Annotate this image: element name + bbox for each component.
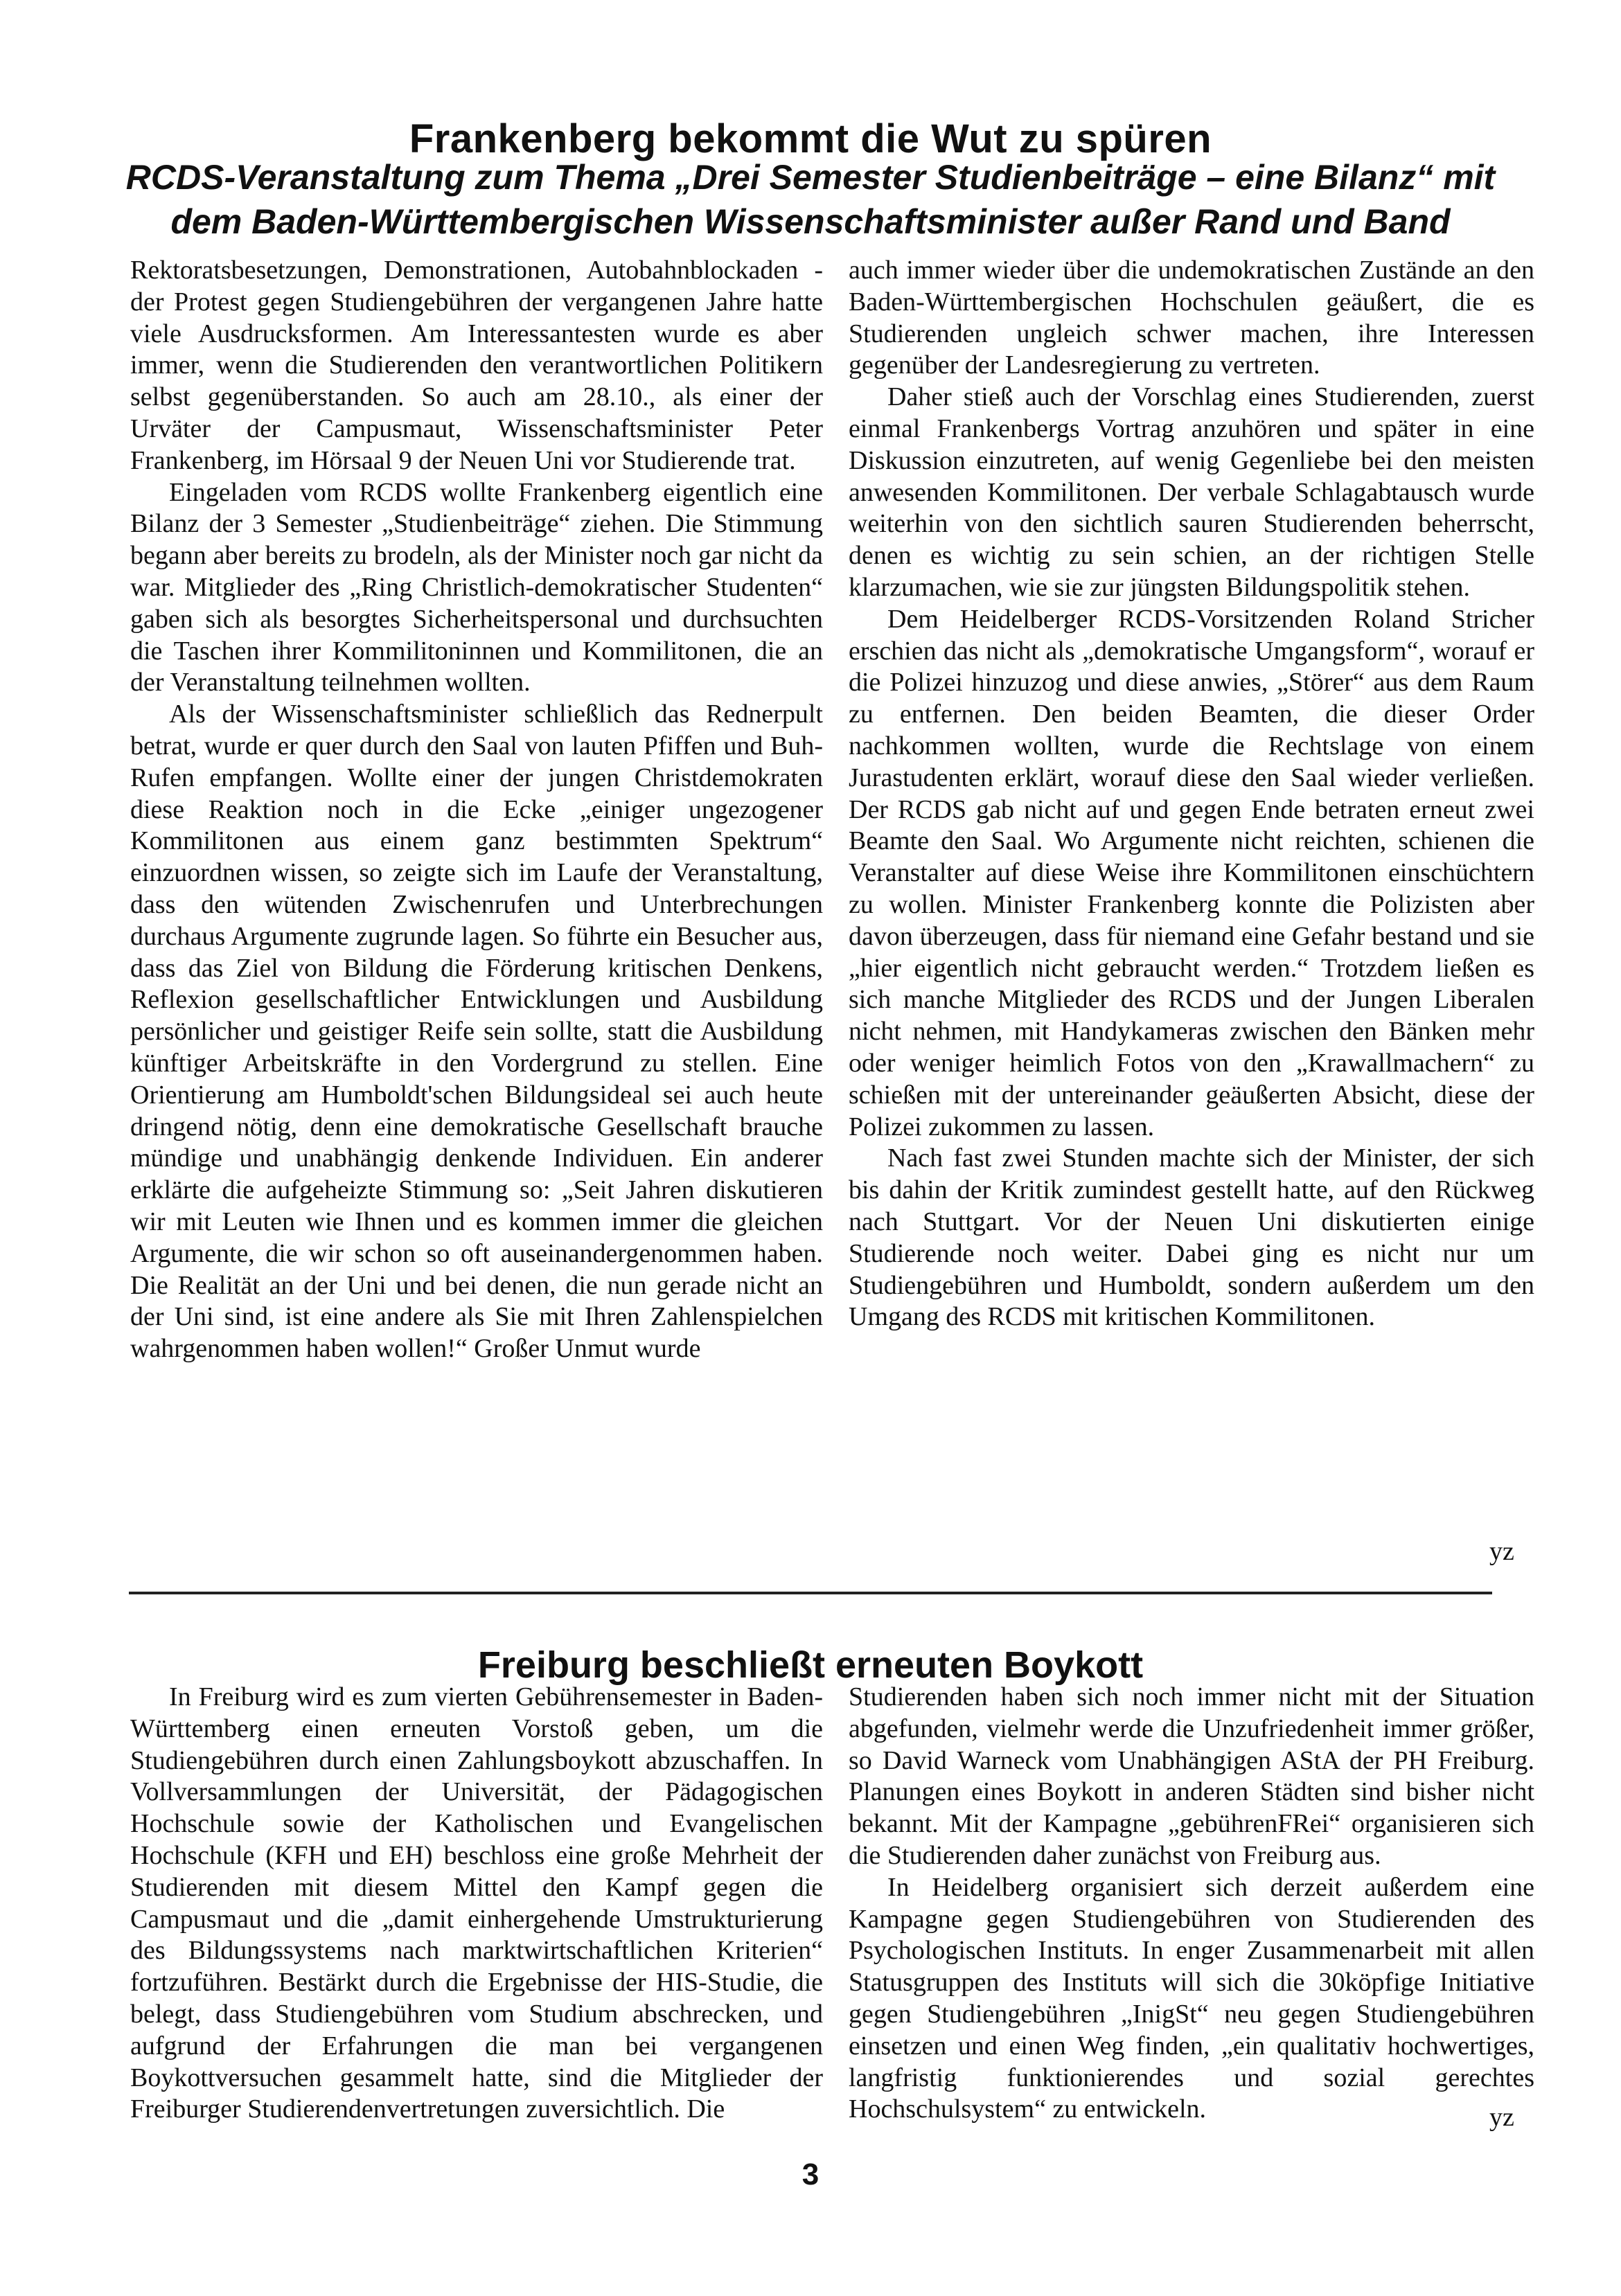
article2-paragraph: In Heidelberg organisiert sich derzeit außerdem eine Kampagne gegen Studiengebühren von Studierenden des Psychologischen Instituts. In enger Zusammenarbeit mit allen Statusgruppen des Instituts will sich die 30köpfige Initiative gegen Studiengebühren „InigSt“ neu gegen Studiengebühren einsetzen und einen Weg finden, „ein qualitativ hochwertiges, langfristig funktionierendes und sozial gerechtes Hochschulsystem“ zu entwickeln. — [849, 1872, 1534, 2124]
article1-left-column — [130, 255, 823, 1365]
article2-left-column — [130, 1682, 823, 2126]
article1-subtitle-line1: RCDS-Veranstaltung zum Thema „Drei Semester Studienbeiträge – eine Bilanz“ mit — [125, 158, 1496, 197]
article1-author-signature: yz — [1489, 1537, 1514, 1566]
article-divider — [129, 1592, 1492, 1594]
article1-title: Frankenberg bekommt die Wut zu spüren — [409, 116, 1212, 161]
article1-paragraph: auch immer wieder über die undemokratischen Zustände an den Baden-Württembergischen Hochschulen geäußert, die es Studierenden ungleich schwer machen, ihre Interessen gegenüber der Landesregierung zu vertreten. — [849, 256, 1534, 380]
article1-paragraph: Nach fast zwei Stunden machte sich der Minister, der sich bis dahin der Kritik zumindest gestellt hatte, auf den Rückweg nach Stuttgart. Vor der Neuen Uni diskutierten einige Studierende noch weiter. Dabei ging es nicht nur um Studiengebühren und Humboldt, sondern außerdem um den Umgang des RCDS mit kritischen Kommilitonen. — [849, 1143, 1534, 1332]
article1-right-column — [849, 255, 1534, 1333]
article2-paragraph: Studierenden haben sich noch immer nicht mit der Situation abgefunden, vielmehr werde die Unzufriedenheit immer größer, so David Warneck vom Unabhängigen AStA der PH Freiburg. Planungen eines Boykott in anderen Städten sind bisher nicht bekannt. Mit der Kampagne „gebührenFRei“ organisieren sich die Studierenden daher zunächst von Freiburg aus. — [849, 1682, 1534, 1870]
article2-paragraph: In Freiburg wird es zum vierten Gebührensemester in Baden-Württemberg einen erneuten Vorstoß geben, um die Studiengebühren durch einen Zahlungsboykott abzuschaffen. In Vollversammlungen der Universität, der Pädagogischen Hochschule sowie der Katholischen und Evangelischen Hochschule (KFH und EH) beschloss eine große Mehrheit der Studierenden mit diesem Mittel den Kampf gegen die Campusmaut und die „damit einhergehende Umstrukturierung des Bildungssystems nach marktwirtschaftlichen Kriterien“ fortzuführen. Bestärkt durch die Ergebnisse der HIS-Studie, die belegt, dass Studiengebühren vom Studium abschrecken, und aufgrund der Erfahrungen die man bei vergangenen Boykottversuchen gesammelt hatte, sind die Mitglieder der Freiburger Studierendenvertretungen zuversichtlich. Die — [130, 1682, 823, 2124]
article2-author-signature: yz — [1489, 2103, 1514, 2132]
article1-subtitle-line2: dem Baden-Württembergischen Wissenschaftsminister außer Rand und Band — [170, 202, 1451, 241]
article1-paragraph: Dem Heidelberger RCDS-Vorsitzenden Roland Stricher erschien das nicht als „demokratische Umgangsform“, worauf er die Polizei hinzuzog und diese anwies, „Störer“ aus dem Raum zu entfernen. Den beiden Beamten, die dieser Order nachkommen wollten, wurde die Rechtslage von einem Jurastudenten erklärt, worauf diese den Saal wieder verließen. Der RCDS gab nicht auf und gegen Ende betraten erneut zwei Beamte den Saal. Wo Argumente nicht reichten, schienen die Veranstalter auf diese Weise ihre Kommilitonen einschüchtern zu wollen. Minister Frankenberg konnte die Polizisten aber davon überzeugen, dass für niemand eine Gefahr bestand und sie „hier eigentlich nicht gebraucht werden.“ Trotzdem ließen es sich manche Mitglieder des RCDS und der Jungen Liberalen nicht nehmen, mit Handykameras zwischen den Bänken mehr oder weniger heimlich Fotos von den „Krawallmachern“ zu schießen mit der untereinander geäußerten Absicht, diese der Polizei zukommen zu lassen. — [849, 604, 1534, 1141]
article1-paragraph: Daher stieß auch der Vorschlag eines Studierenden, zuerst einmal Frankenbergs Vortrag anzuhören und später in eine Diskussion einzutreten, auf wenig Gegenliebe bei den meisten anwesenden Kommilitonen. Der verbale Schlagabtausch wurde weiterhin von den sichtlich sauren Studierenden beherrscht, denen es wichtig zu sein schien, an der richtigen Stelle klarzumachen, wie sie zur jüngsten Bildungspolitik stehen. — [849, 382, 1534, 602]
article1-paragraph: Als der Wissenschaftsminister schließlich das Rednerpult betrat, wurde er quer durch den Saal von lauten Pfiffen und Buh-Rufen empfangen. Wollte einer der jungen Christdemokraten diese Reaktion noch in die Ecke „einiger ungezogener Kommilitonen aus einem ganz bestimmten Spektrum“ einzuordnen wissen, so zeigte sich im Laufe der Veranstaltung, dass den wütenden Zwischenrufen und Unterbrechungen durchaus Argumente zugrunde lagen. So führte ein Besucher aus, dass das Ziel von Bildung die Förderung kritischen Denkens, Reflexion gesellschaftlicher Entwicklungen und Ausbildung persönlicher und geistiger Reife sein sollte, statt die Ausbildung künftiger Arbeitskräfte in den Vordergrund zu stellen. Eine Orientierung am Humboldt'schen Bildungsideal sei auch heute dringend nötig, denn eine demokratische Gesellschaft brauche mündige und unabhängig denkende Individuen. Ein anderer erklärte die aufgeheizte Stimmung so: „Seit Jahren diskutieren wir mit Leuten wie Ihnen und es kommen immer die gleichen Argumente, die wir schon so oft auseinandergenommen haben. Die Realität an der Uni und bei denen, die nun gerade nicht an der Uni sind, ist eine andere als Sie mit Ihren Zahlenspielchen wahrgenommen haben wollen!“ Großer Unmut wurde — [130, 700, 823, 1364]
page-number: 3 — [801, 2157, 820, 2191]
article1-paragraph: Eingeladen vom RCDS wollte Frankenberg eigentlich eine Bilanz der 3 Semester „Studienbeiträge“ ziehen. Die Stimmung begann aber bereits zu brodeln, als der Minister noch gar nicht da war. Mitglieder des „Ring Christlich-demokratischer Studenten“ gaben sich als besorgtes Sicherheitspersonal und durchsuchten die Taschen ihrer Kommilitoninnen und Kommilitonen, die an der Veranstaltung teilnehmen wollten. — [130, 477, 823, 697]
article2-right-column — [849, 1682, 1534, 2126]
article1-paragraph: Rektoratsbesetzungen, Demonstrationen, Autobahnblockaden - der Protest gegen Studiengebühren der vergangenen Jahre hatte viele Ausdrucksformen. Am Interessantesten wurde es aber immer, wenn die Studierenden den verantwortlichen Politikern selbst gegenüberstanden. So auch am 28.10., als einer der Urväter der Campusmaut, Wissenschaftsminister Peter Frankenberg, im Hörsaal 9 der Neuen Uni vor Studierende trat. — [130, 256, 823, 475]
article2-title: Freiburg beschließt erneuten Boykott — [477, 1644, 1144, 1686]
